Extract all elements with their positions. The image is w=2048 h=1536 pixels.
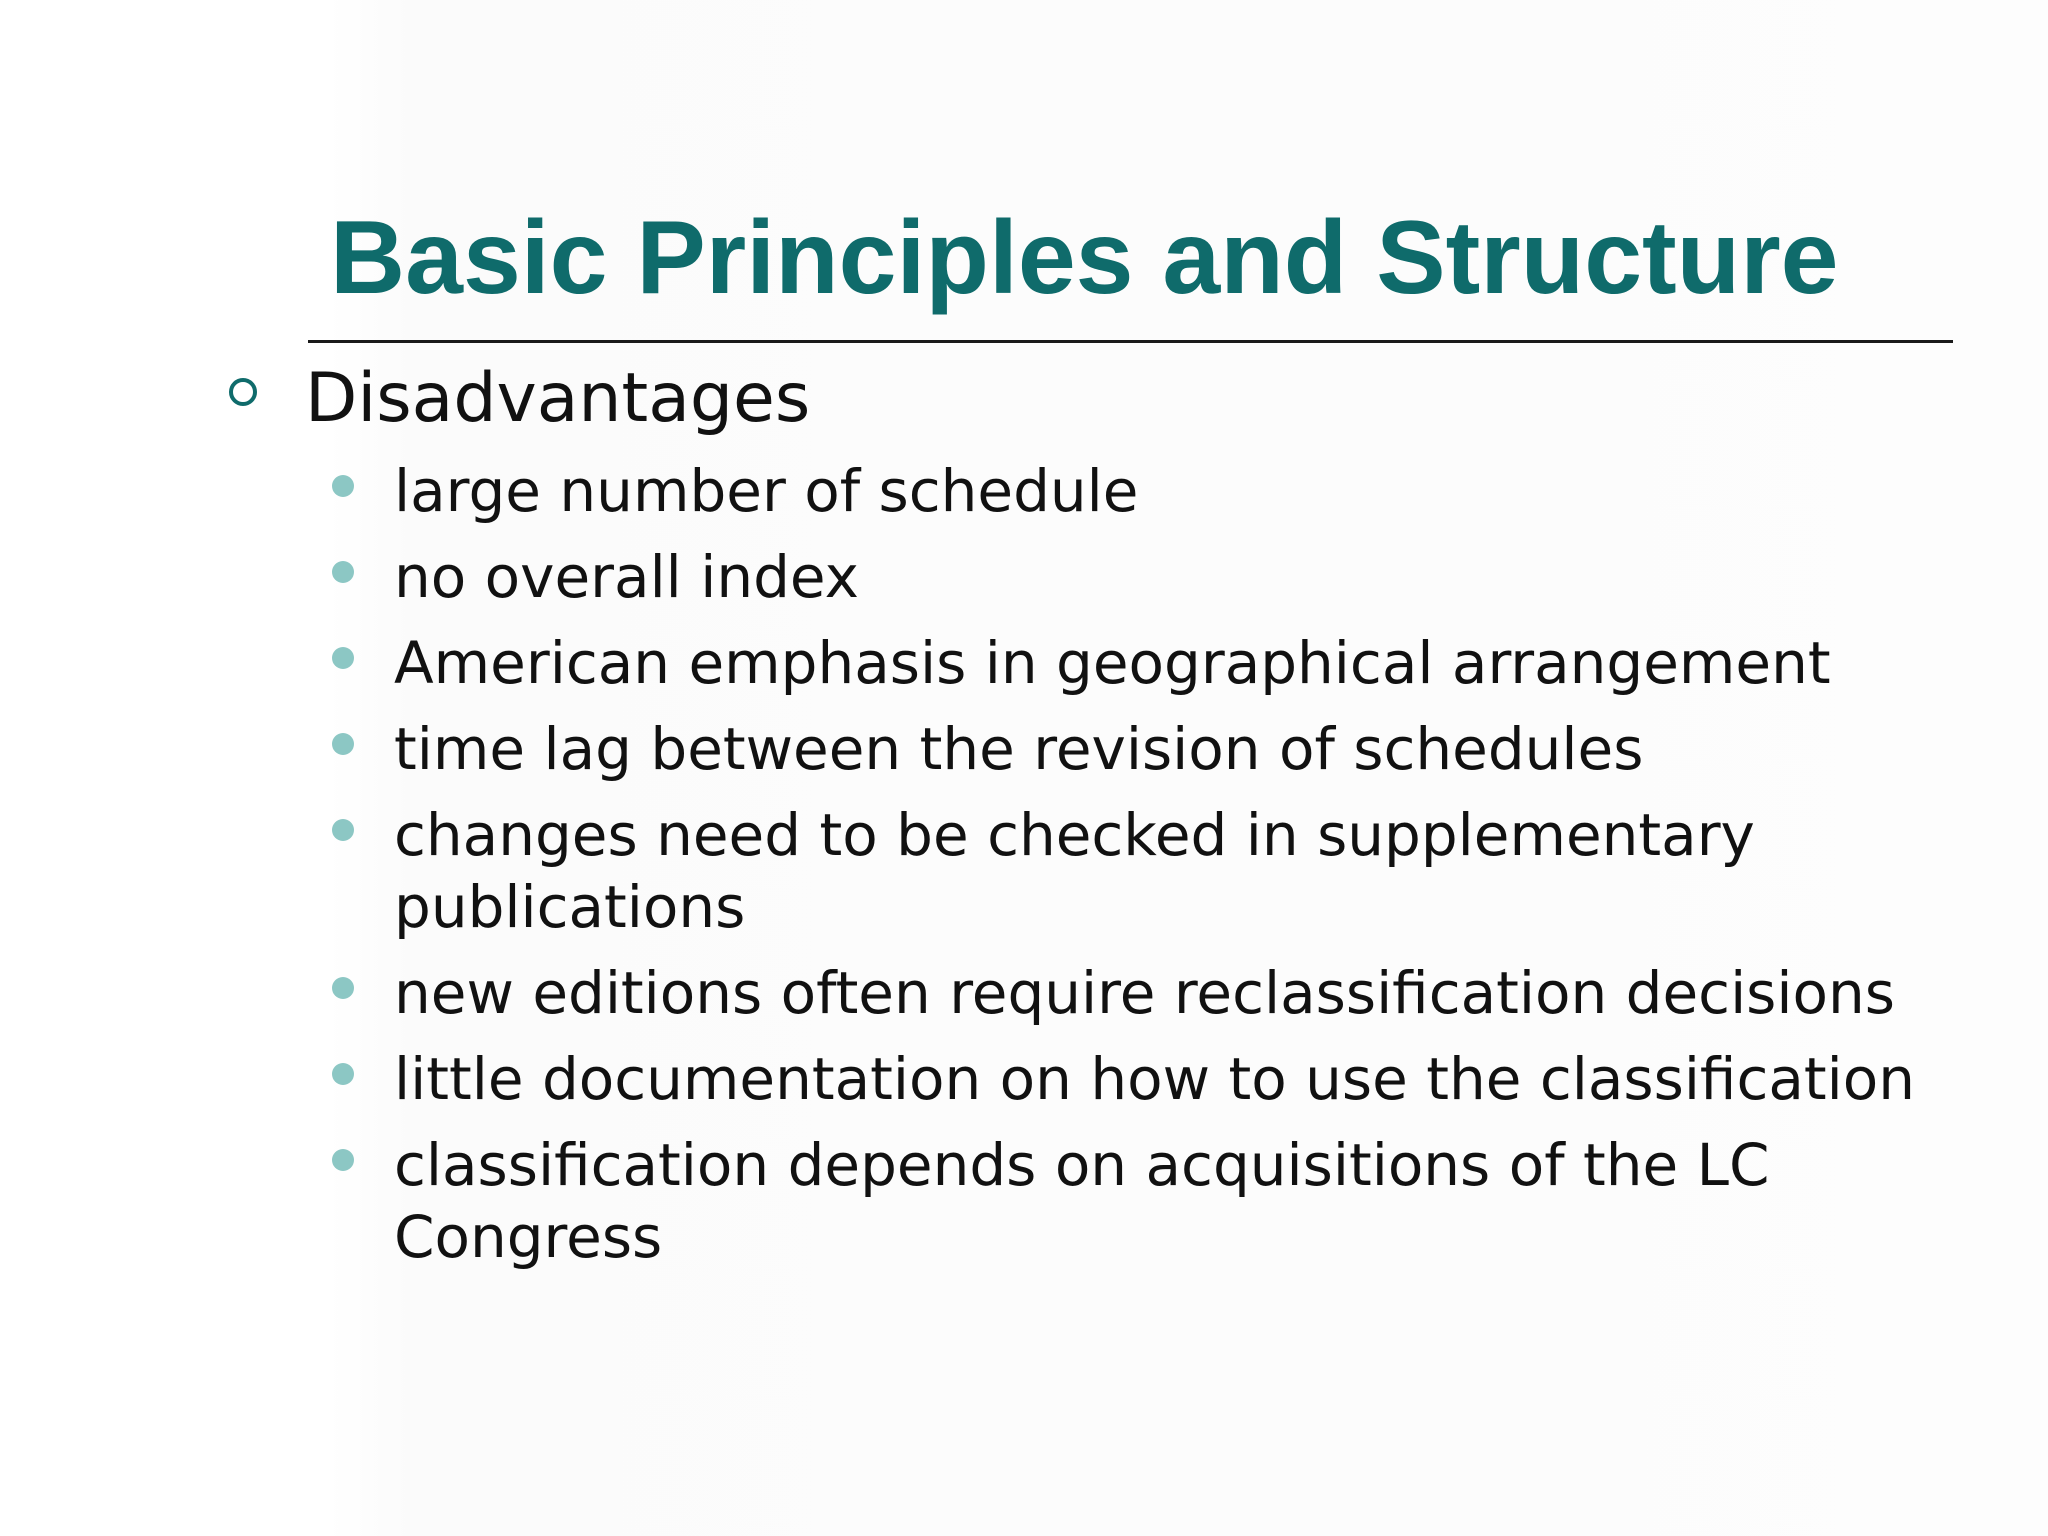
filled-dot-icon (332, 733, 354, 755)
bullet-text: changes need to be checked in supplementary publications (394, 801, 1755, 941)
filled-dot-icon (332, 475, 354, 497)
bullet-text: large number of schedule (394, 457, 1139, 525)
bullet-text: no overall index (394, 543, 859, 611)
bullet-item (330, 957, 1970, 1029)
bullet-item (330, 627, 1970, 699)
bullet-item (330, 799, 1970, 943)
bullet-text: little documentation on how to use the classification (394, 1045, 1915, 1113)
title-divider (308, 340, 1953, 343)
bullet-text: American emphasis in geographical arrangement (394, 629, 1831, 697)
bullet-item (330, 1129, 1970, 1273)
bullet-text: time lag between the revision of schedules (394, 715, 1644, 783)
bullet-text: classification depends on acquisitions of the LC Congress (394, 1131, 1770, 1271)
bullet-item (330, 1043, 1970, 1115)
filled-dot-icon (332, 977, 354, 999)
bullet-text: new editions often require reclassification decisions (394, 959, 1895, 1027)
level1-label: Disadvantages (305, 359, 811, 438)
filled-dot-icon (332, 647, 354, 669)
filled-dot-icon (332, 1149, 354, 1171)
hollow-circle-icon (229, 378, 257, 406)
bullet-item (330, 541, 1970, 613)
filled-dot-icon (332, 819, 354, 841)
bullet-list (330, 455, 1970, 1287)
filled-dot-icon (332, 561, 354, 583)
slide-title: Basic Principles and Structure (330, 200, 1839, 316)
bullet-item (330, 713, 1970, 785)
bullet-item (330, 455, 1970, 527)
filled-dot-icon (332, 1063, 354, 1085)
